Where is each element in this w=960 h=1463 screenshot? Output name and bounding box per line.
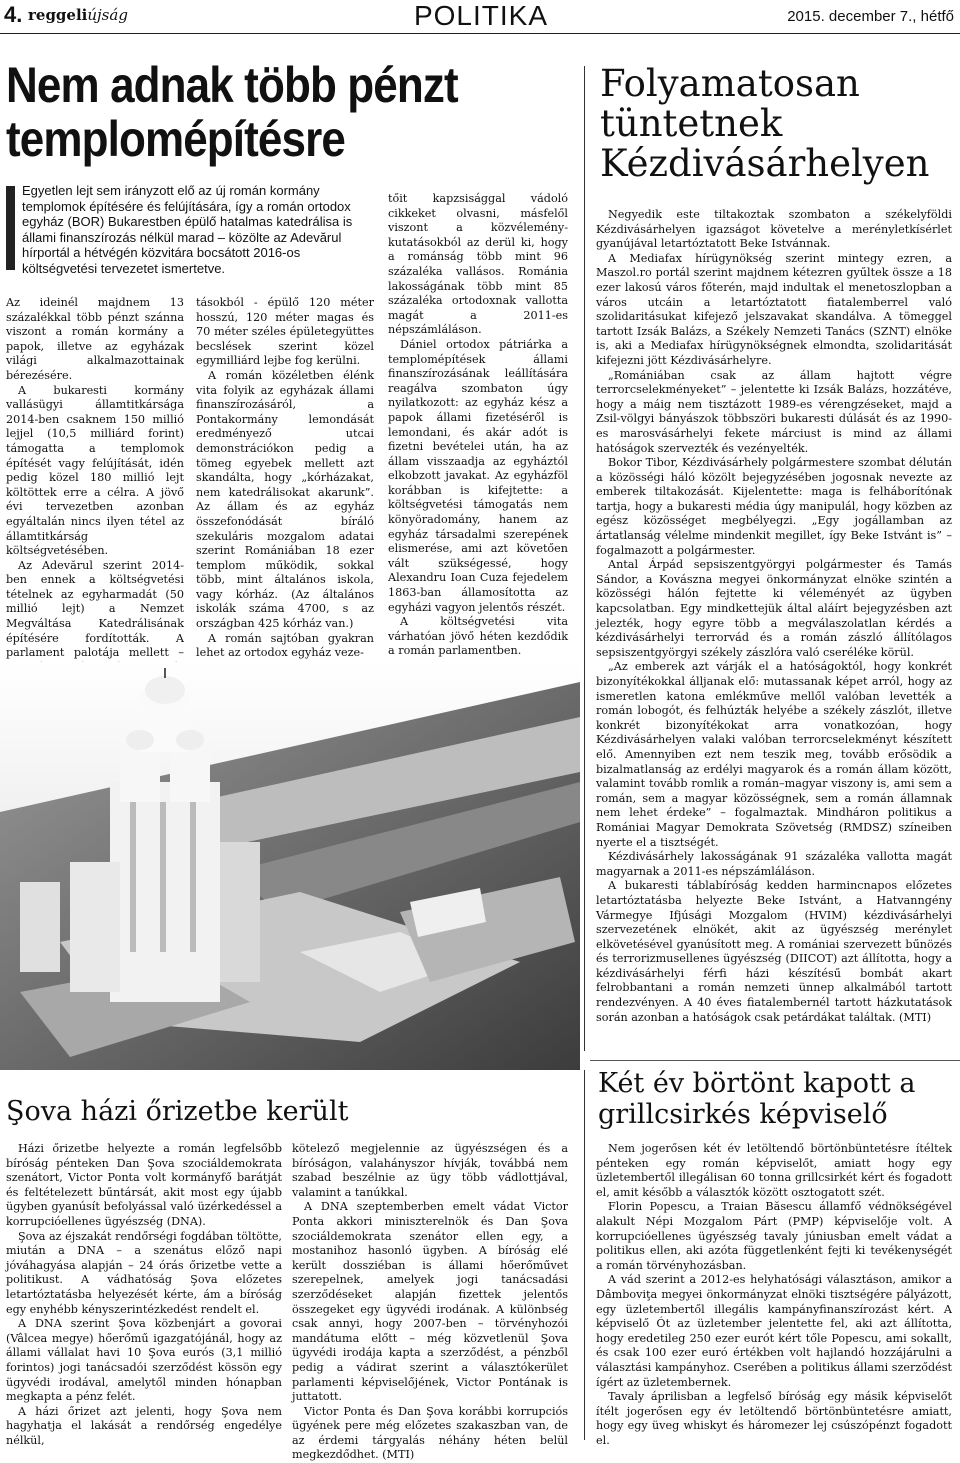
section-divider	[590, 1060, 960, 1061]
paragraph: A vád szerint a 2012-es helyhatósági választáson, amikor a Dâmboviţa megyei önkormányzat elnöki tisztségére pályázott, egy üzletembertől illegális kampányfinanszírozást kért. A képviselő Ót az üzletember jelentette fel, aki azt állította, hogy eredetileg 250 ezer eurót kért tőle Popescu, ami sokallt, és csak 100 ezer euró értékben volt hajlandó hozzájárulni a választási kampányhoz. Cserében a politikus állami szerződést ígért az üzletembernek.	[596, 1273, 952, 1389]
article-headline: Şova házi őrizetbe került	[6, 1096, 349, 1127]
paragraph: A DNA szerint Şova közbenjárt a govorai (Vâlcea megye) hőerőmű igazgatójánál, hogy az állami vállalat havi 10 Şova eurós (3,1 millió forintos) jogi tanácsadói szerződést kössön egy ügyvédi irodával, amelytől minden hónapban megkapta a pénz felét.	[6, 1317, 282, 1404]
paragraph: „Az emberek azt várják el a hatóságoktól, hogy konkrét bizonyítékokkal álljanak elő: mutassanak képet arról, hogy az ismeretlen katona emlékműve mellől valóban levették a román lobogót, és felhúzták helyébe a székely zászlót, illetve konkrét bizonyítékokat arra vonatkozóan, hogy Kézdivásárhelyen valaki valóban terrorcselekményt készített elő. Amennyiben ezt nem teszik meg, tovább erősödik a bizalmatlanság az erdélyi magyarok és a román állam között, valamint tovább romlik a román–magyar viszony is, ami sem a román, sem a magyar közösségnek, sem a román államnak nem lehet érdeke” – fogalmaztak. Mindháron politikus a Romániai Magyar Demokrata Szövetség (RMDSZ) színeiben nyerte el a tisztségét.	[596, 660, 952, 849]
paragraph: Dániel ortodox pátriárka a templomépítések állami finanszírozásának leállítására reagálva szombaton úgy nyilatkozott: az egyház kész a papok állami fizetéséről is lemondani, és akár adót is fizetni bevételei után, ha az állam visszaadja az egyháztól elkobzott javakat. Az egyházföl korábban is kifejtette: a költségvetési támogatás nem könyöradomány, hanem az egyház társadalmi szerepének elismerése, ami azt követően vált szükségessé, hogy Alexandru Ioan Cuza fejedelem 1863-ban államosította az egyházi vagyon jelentős részét.	[388, 337, 568, 614]
header-divider	[0, 33, 960, 34]
article-column	[196, 296, 374, 661]
paragraph: A bukaresti táblabíróság kedden harmincnapos előzetes letartóztatásba helyezte Beke Istvánt, a Hatvanngény Vármegye Ifjúsági Mozgalom (HVIM) kézdivásárhelyi szervezetének elnökét, akit az ügyészség merénylet elkövetésével gyanúsított meg. A romániai szervezett bűnözés és terrorizmusellenes ügyészség (DIICOT) azt állította, hogy a kézdivásárhelyi férfi házi készítésű bombát akart felrobbantani a román nemzeti ünnep alkalmából tartott rendezvényen. A 40 éves fiatalembernél tartott házkutatások során azonban a hatóságok csak petárdákat találtak. (MTI)	[596, 879, 952, 1024]
article-headline: Folyamatosan tüntetnek Kézdivásárhelyen	[600, 62, 930, 185]
paragraph: A Mediafax hírügynökség szerint mintegy ezren, a Maszol.ro portál szerint majdnem kétezren gyűltek össze a 18 ezer lakosú város főterén, majd indultak el menetoszlopban a város utcáin a letartóztatott fiatalemberrel való szolidaritásukat kifejező jelszavakat skandálva. A tömeggel tartott Izsák Balázs, a Székely Nemzeti Tanács (SZNT) elnöke is, aki a Mediafax hírügynökségnek elmondta, szolidaritását kifejezni jött Kézdivásárhelyre.	[596, 251, 952, 367]
article-column	[596, 208, 952, 1025]
paragraph: A bukaresti kormány vallásügyi államtitkársága 2014-ben csaknem 150 millió lejjel (10,5 milliárd forint) támogatta a templomok építését vagy felújítását, idén pedig közel 180 millió lejt költöttek erre a célra. A jövő évi tervezetben azonban egyáltalán nincs ilyen tétel az államtitkárság költségvetésében.	[6, 383, 184, 558]
paragraph: tőit kapzsisággal vádoló cikkeket olvasni, másfelől viszont a közvélemény-kutatásokból az derül ki, hogy a románság több mint 96 százaléka vallásos. Románia lakosságának több mint 85 százaléka ortodoxnak vallotta magát a 2011-es népszámláláson.	[388, 192, 568, 337]
column-divider	[584, 1070, 585, 1440]
section-title: POLITIKA	[413, 0, 549, 31]
cathedral-photo	[0, 662, 580, 1070]
column-divider	[584, 66, 585, 1051]
paragraph: Victor Ponta és Dan Şova korábbi korrupciós ügyének pere még előzetes szakaszban van, de az érdemi tárgyalás néhány héten belül megkezdődhet. (MTI)	[292, 1404, 568, 1462]
paragraph: Az Adevărul szerint 2014-ben ennek a költségvetési tételnek az egyharmadát (50 millió lejt) a Nemzet Megváltása Katedrálisának építésére fordították. A parlament palotája mellett –	[6, 558, 184, 660]
paragraph: A DNA szeptemberben emelt vádat Victor Ponta akkori miniszterelnök és Dan Şova szociáldemokrata szenátor ellen egy, a mostanihoz hasonló ügyben. A bíróság elé került dossziéban is állami hőerőművet szerepelnek, amelyek jogi tanácsadási szerződéseket alapján fizettek jelentős összegeket egy ügyvédi irodának. A különbség csak annyi, hogy 2007-ben – törvényhozói mandátuma előtt – még közvetlenül Şova ügyvédi irodája kapta a szerződést, a pénzből pedig a vádirat szerint a választókerület parlamenti képviselőjének, Victor Pontának is juttatott.	[292, 1200, 568, 1404]
paragraph: Házi őrizetbe helyezte a román legfelsőbb bíróság pénteken Dan Şova szociáldemokrata szenátort, Victor Ponta volt kormányfő barátját és feltételezett bűntársát, akit most egy újabb ügyben gyanúsít befolyással való üzérkedéssel a korrupcióellenes ügyészség (DNA).	[6, 1142, 282, 1228]
logo-bold: reggeli	[28, 6, 88, 24]
article-column	[292, 1142, 568, 1463]
paragraph: tásokból - épülő 120 méter hosszú, 120 méter magas és 70 méter széles épületegyüttes becslések szerint közel egymilliárd lejbe fog kerülni.	[196, 296, 374, 368]
article-lead: Egyetlen lejt sem irányzott elő az új román kormány templomok építésére és felújítására, így a román ortodox egyház (BOR) Bukarestben épülő hatalmas katedrálisa is állami finanszírozás nélkül marad – közölte az Adevărul hírportál a hétvégén közvitára bocsátott 2016-os költségvetési tervezetet ismertetve.	[22, 183, 353, 276]
paragraph: Tavaly áprilisban a legfelső bíróság egy másik képviselőt ítélt jogerősen egy év letöltendő börtönbüntetésre amiatt, hogy egy üveg whiskyt és háromezer lej csúszópénzt fogadott el.	[596, 1390, 952, 1447]
paragraph: Florin Popescu, a Traian Băsescu államfő védnökségével alakult Népi Mozgalom Párt (PMP) képviselője volt. A korrupcióellenes ügyészség tavaly júniusban emelt vádat a politikus ellen, aki azóta függetlenként fejti ki tevékenységét a román törvényhozásban.	[596, 1200, 952, 1272]
paragraph: Nem jogerősen két év letöltendő börtönbüntetésre ítéltek pénteken egy román képviselőt, amiatt hogy egy üzletembertől illegálisan 60 tonna grillcsirkét kért és fogadott el, amit később a választók között osztogatott szét.	[596, 1142, 952, 1199]
paragraph: A román sajtóban gyakran lehet az ortodox egyház veze-	[196, 631, 374, 660]
article-headline: Két év börtönt kapott a grillcsirkés képviselő	[598, 1068, 916, 1130]
logo-italic: újság	[87, 6, 128, 24]
article-headline: Nem adnak több pénzt templomépítésre	[6, 57, 458, 167]
paragraph: Bokor Tibor, Kézdivásárhely polgármestere szombat délután a közösségi háló közölt bejegyzésében jogosnak nevezte az emberek tiltakozását. Kijelentette: maga is felháborítónak tartja, hogy a bukaresti média úgy manipulál, hogy közben az egész közösséget megbélyegzi. „Egy jogállamban az ártatlanság vélelme mindenkit megillet, így Beke Istvánt is” – fogalmazott a polgármester.	[596, 456, 952, 557]
paragraph: Şova az éjszakát rendőrségi fogdában töltötte, miután a DNA – a szenátus előző napi jóváhagyása alapján – 24 órás őrizetbe vette a politikust. A vádhatóság Şova előzetes letartóztatásba helyezését kérte, ám a bíróság egy enyhébb kényszerintézkedést rendelt el.	[6, 1229, 282, 1316]
paragraph: kötelező megjelennie az ügyészségen és a bíróságon, valahányszor hívják, továbbá nem szabad beszélnie az ügy több vádlottjával, valamint a tanúkkal.	[292, 1142, 568, 1199]
paragraph: A házi őrizet azt jelenti, hogy Şova nem hagyhatja el lakását a rendőrség engedélye nélkül,	[6, 1404, 282, 1447]
paragraph: Kézdivásárhely lakosságának 91 százaléka vallotta magát magyarnak a 2011-es népszámláláson.	[596, 850, 952, 878]
article-column	[596, 1142, 952, 1448]
issue-date: 2015. december 7., hétfő	[787, 8, 954, 25]
paragraph: Negyedik este tiltakoztak szombaton a székelyföldi Kézdivásárhelyen igazságot követelve a merényletkísérlet gyanújával letartóztatott Beke Istvánnak.	[596, 208, 952, 251]
page-number: 4.	[4, 2, 23, 27]
paragraph: „Romániában csak az állam hajtott végre terrorcselekményeket” – jelentette ki Izsák Balázs, hozzátéve, hogy a máig nem tisztázott 1989-es vérengzéseket, majd a Zsil-völgyi bányászok többszöri bukaresti dúlását és az 1990-es marosvásárhelyi fekete márciust is mind az állami hatóságok szervezték és vezényelték.	[596, 368, 952, 455]
lead-marker	[6, 186, 15, 270]
paragraph: Antal Árpád sepsiszentgyörgyi polgármester és Tamás Sándor, a Kovászna megyei önkormányzat elnöke szintén a közösségi hálón fejtette ki véleményét az ügyben kapcsolatban. Egy mindkettejük által aláírt bejegyzésben azt jelezték, hogy egyre több a megválaszolatlan kérdés a kézdivásárhelyi terrorvád és a román zászló állítólagos sepsiszentgyörgyi székely zászlóra való cseréléke körül.	[596, 558, 952, 659]
article-column	[6, 296, 184, 690]
article-column	[388, 192, 568, 659]
paragraph: Az ideinél majdnem 13 százalékkal több pénzt szánna viszont a román kormány a papok, illetve az egyházak világi alkalmazottainak bérezésére.	[6, 296, 184, 382]
newspaper-logo	[28, 6, 128, 24]
paragraph: A költségvetési vita várhatóan jövő héten kezdődik a román parlamentben.	[388, 615, 568, 658]
article-column	[6, 1142, 282, 1448]
paragraph: A román közéletben élénk vita folyik az egyházak állami finanszírozásáról, a Pontakormány lemondását eredményező utcai demonstrációkon pedig a tömeg egyebek mellett azt skandálta, hogy „kórházakat, nem katedrálisokat akarunk”. Az állam és az egyház összefonódását bíráló szekuláris mozgalom adatai szerint Romániában 18 ezer templom működik, sokkal több, mint általános iskola, vagy kórház. (Az általános iskolák száma 4700, s az országban 425 kórház van.)	[196, 368, 374, 631]
